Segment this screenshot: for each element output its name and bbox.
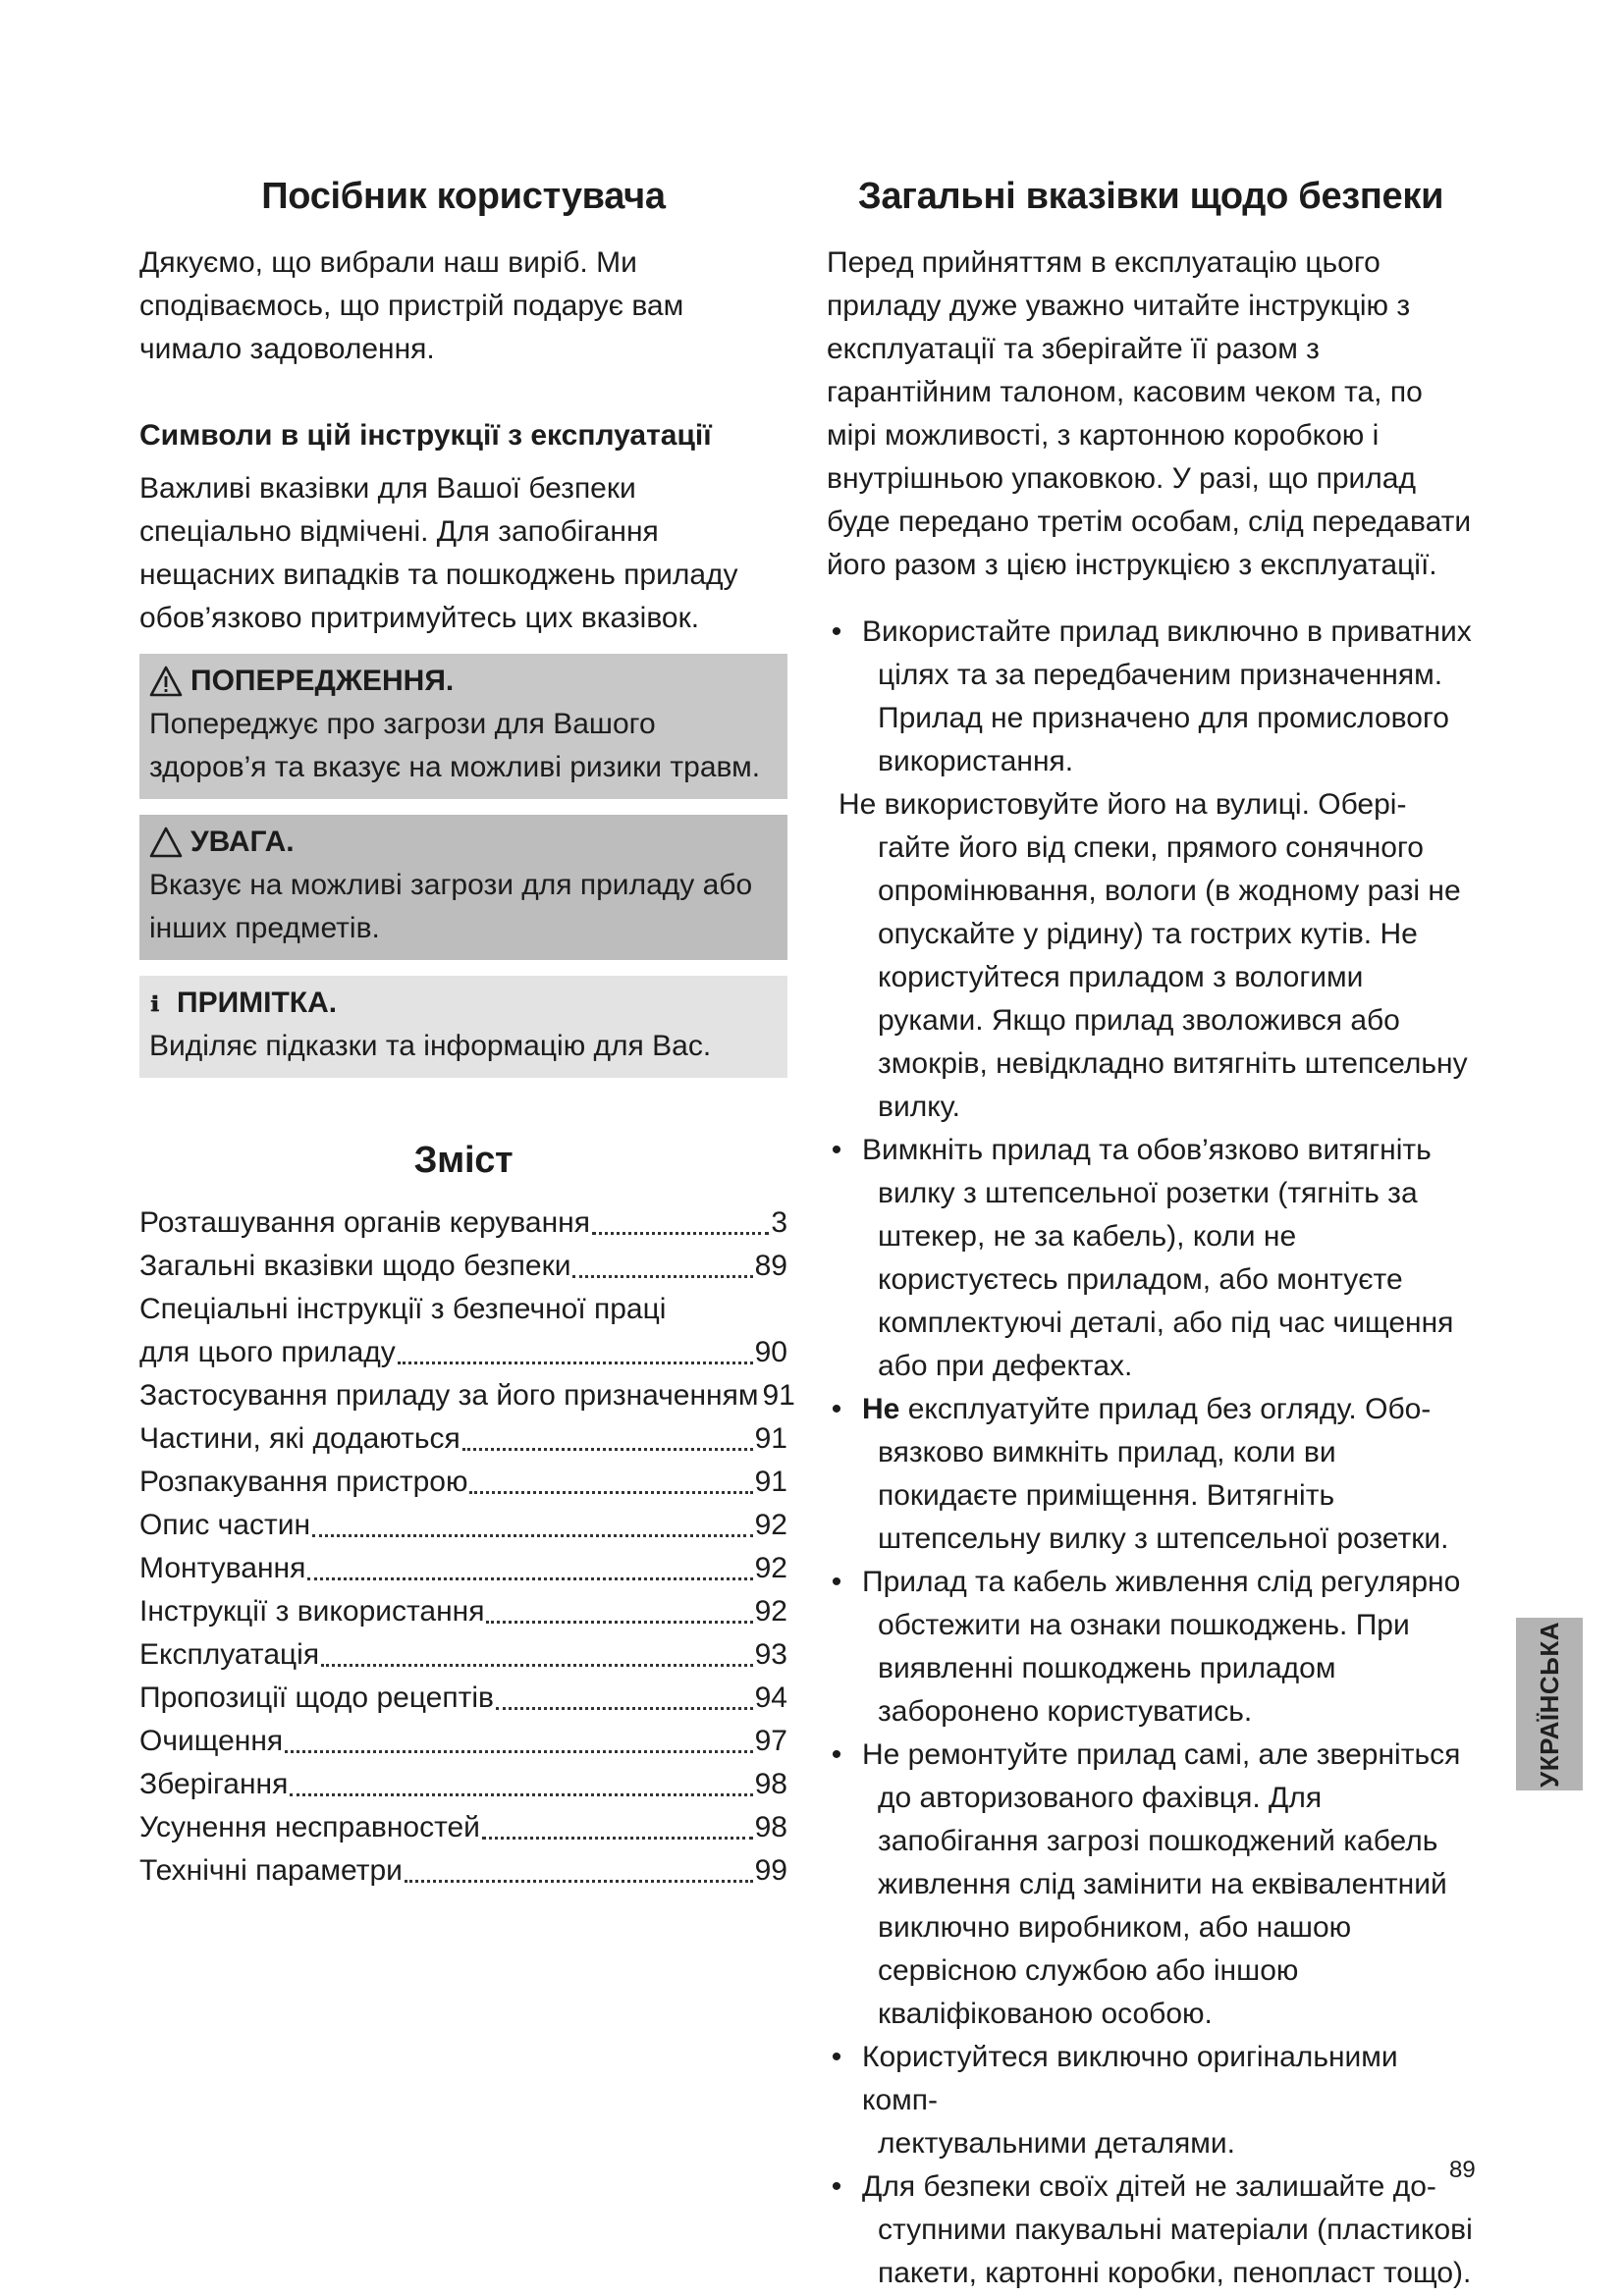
language-tab bbox=[1516, 1618, 1583, 1790]
toc-entry[interactable]: Опис частин 92 bbox=[139, 1509, 787, 1541]
list-item: • Прилад та кабель живлення слід регулярно обстежити на ознаки пошкоджень. При виявленні пошкоджень приладом заборонено користуватись. bbox=[831, 1566, 1461, 1728]
list-item: Не використовуйте його на вулиці. Обері- гайте його від спеки, прямого сонячного опромінювання, вологи (в жодному разі не опускайте у рідину) та гострих кутів. Не користуйтеся приладом з вологими руками. Якщо прилад зволожився або змокрів, невідкладно витягніть штепсельну вилку. bbox=[839, 788, 1468, 1123]
safety-title: Загальні вказівки щодо безпеки bbox=[857, 176, 1444, 217]
user-manual-title: Посібник користувача bbox=[261, 176, 666, 217]
toc-entry[interactable]: Загальні вказівки щодо безпеки 89 bbox=[139, 1250, 787, 1282]
caution-title: УВАГА. bbox=[190, 826, 295, 858]
toc-entry[interactable]: Монтування 92 bbox=[139, 1552, 787, 1584]
caution-triangle-icon bbox=[149, 827, 183, 858]
toc-entry[interactable]: Частини, які додаються 91 bbox=[139, 1422, 787, 1455]
toc-entry[interactable]: Технічні параметри 99 bbox=[139, 1854, 787, 1887]
toc-entry[interactable]: Усунення несправностей 98 bbox=[139, 1811, 787, 1843]
caution-text: Вказує на можливі загрози для приладу або інших предметів. bbox=[149, 869, 753, 944]
toc-entry[interactable]: Застосування приладу за його призначенням 91 bbox=[139, 1379, 795, 1412]
left-column bbox=[139, 169, 795, 1893]
language-tab-label: УКРАЇНСЬКА bbox=[1534, 1621, 1564, 1788]
note-box bbox=[139, 976, 787, 1078]
toc-entry[interactable]: Розташування органів керування 3 bbox=[139, 1206, 787, 1239]
toc-entry[interactable]: Зберігання 98 bbox=[139, 1768, 787, 1800]
list-item: • Не експлуатуйте прилад без огляду. Обо- вязково вимкніть прилад, коли ви покидаєте приміщення. Витягніть штепсельну вилку з штепсельної розетки. bbox=[831, 1393, 1449, 1555]
caution-box bbox=[139, 815, 787, 960]
info-icon bbox=[149, 988, 169, 1019]
right-column bbox=[827, 169, 1475, 2295]
warning-text: Попереджує про загрози для Вашого здоров’я та вказує на можливі ризики травм. bbox=[149, 708, 761, 783]
list-item: • Вимкніть прилад та обов’язково витягніть вилку з штепсельної розетки (тягніть за штекер, не за кабель), коли не користуєтесь приладом, або монтуєте комплектуючі деталі, або під час чищення або при дефектах. bbox=[831, 1134, 1454, 1382]
safety-intro: Перед прийняттям в експлуатацію цього приладу дуже уважно читайте інструкцію з експлуатації та зберігайте її разом з гарантійним талоном, касовим чеком та, по мірі можливості, з картонною коробкою і внутрішньою упаковкою. У разі, що прилад буде передано третім особам, слід передавати його разом з цією інструкцією з експлуатації. bbox=[827, 246, 1472, 581]
list-item: • Не ремонтуйте прилад самі, але зверніться до авторизованого фахівця. Для запобігання загрозі пошкоджений кабель живлення слід замінити на еквівалентний виключно виробником, або нашою сервісною службою або іншою кваліфікованою особою. bbox=[831, 1738, 1461, 2030]
toc-entry[interactable]: для цього приладу 90 bbox=[139, 1336, 787, 1368]
symbols-heading: Символи в цій інструкції з експлуатації bbox=[139, 419, 712, 452]
intro-paragraph: Дякуємо, що вибрали наш виріб. Ми сподіваємось, що пристрій подарує вам чимало задоволення. bbox=[139, 246, 684, 365]
toc-entry[interactable]: Очищення 97 bbox=[139, 1725, 787, 1757]
toc-title: Зміст bbox=[413, 1140, 514, 1181]
symbols-paragraph: Важливі вказівки для Вашої безпеки спеціально відмічені. Для запобігання нещасних випадків та пошкоджень приладу обов’язково притримуйтесь цих вказівок. bbox=[139, 472, 738, 634]
note-text: Виділяє підказки та інформацію для Вас. bbox=[149, 1030, 712, 1062]
toc-entry[interactable]: Пропозиції щодо рецептів 94 bbox=[139, 1682, 787, 1714]
toc-entry[interactable]: Інструкції з використання 92 bbox=[139, 1595, 787, 1628]
note-title: ПРИМІТКА. bbox=[177, 987, 338, 1019]
toc-entry[interactable]: Експлуатація 93 bbox=[139, 1638, 787, 1671]
table-of-contents bbox=[139, 1201, 795, 1893]
toc-entry[interactable]: Розпакування пристрою 91 bbox=[139, 1466, 787, 1498]
warning-box bbox=[139, 654, 787, 799]
toc-entry[interactable]: Спеціальні інструкції з безпечної праці bbox=[139, 1293, 667, 1325]
warning-title: ПОПЕРЕДЖЕННЯ. bbox=[190, 665, 455, 697]
list-item: • Для безпеки своїх дітей не залишайте до- ступними пакувальні матеріали (пластикові пакети, картонні коробки, пенопласт тощо). bbox=[831, 2170, 1473, 2289]
warning-triangle-icon bbox=[149, 666, 183, 697]
safety-list bbox=[827, 611, 1475, 2295]
list-item: • Використайте прилад виключно в приватних цілях та за передбаченим призначенням. Прилад не призначено для промислового використання. bbox=[831, 615, 1472, 777]
page-number: 89 bbox=[1449, 2157, 1476, 2183]
list-item: • Користуйтеся виключно оригінальними комп- лектувальними деталями. bbox=[831, 2041, 1398, 2160]
